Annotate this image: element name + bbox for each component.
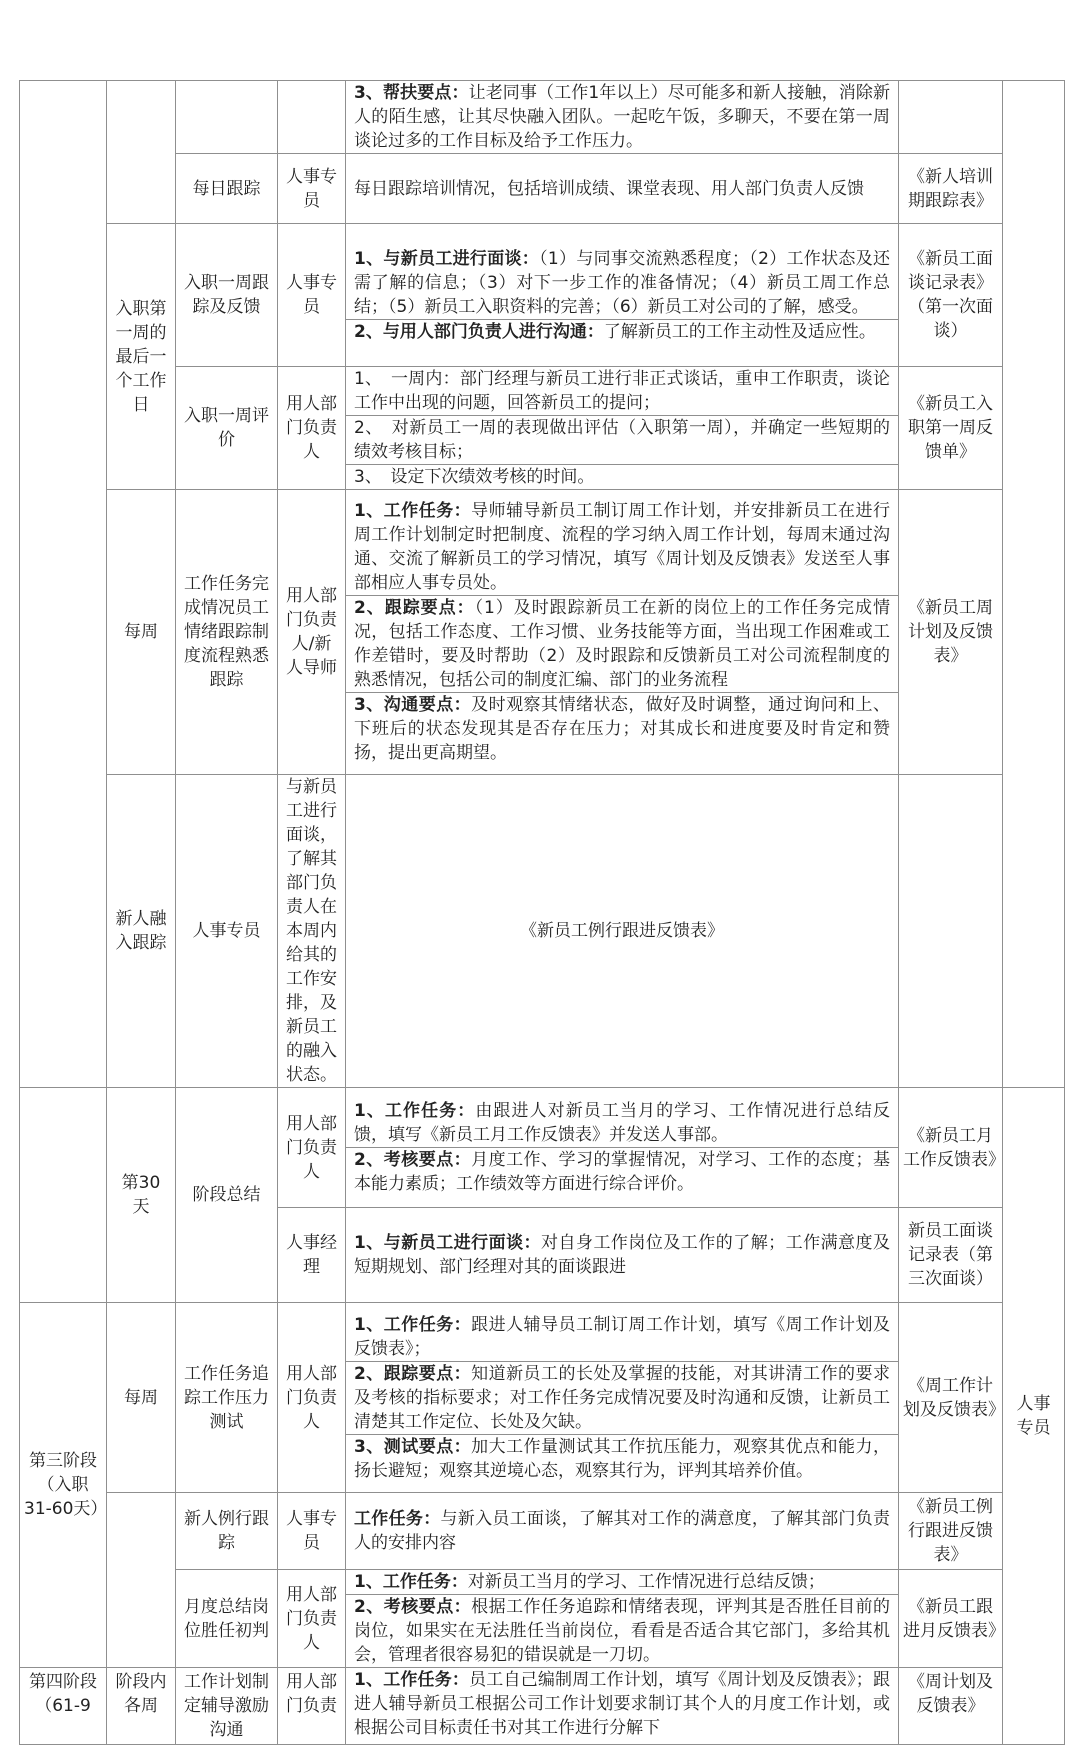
content-entry: 2、考核要点：根据工作任务追踪和情绪表现，评判其是否胜任目前的岗位，如果实在无法胜任当前岗位，看看是否适合其它部门，多给其机会，管理者很容易犯的错误就是一刀切。 [346, 1594, 898, 1667]
item-cell: 每日跟踪 [176, 154, 278, 224]
owner-cell: 用人部门负责人 [278, 367, 346, 490]
content-entry: 3、 设定下次绩效考核的时间。 [346, 464, 898, 489]
owner-cell: 用人部门负责人/新人导师 [278, 490, 346, 775]
owner-cell [278, 81, 346, 154]
content-entry: 1、 一周内：部门经理与新员工进行非正式谈话，重申工作职责，谈论工作中出现的问题，回答新员工的提问； [354, 369, 890, 413]
content-entry: 3、帮扶要点：让老同事（工作1年以上）尽可能多和新人接触，消除新人的陌生感，让其尽快融入团队。一起吃午饭，多聊天，不要在第一周谈论过多的工作目标及给予工作压力。 [354, 83, 890, 151]
content-entry: 1、工作任务：跟进人辅导员工制订周工作计划，填写《周工作计划及反馈表》； [354, 1314, 890, 1359]
content-cell [278, 775, 346, 1088]
stage-cell-continued [20, 81, 107, 1088]
content-cell [346, 154, 899, 224]
content-entry: 1、工作任务：导师辅导新员工制订周工作计划，并安排新员工在进行周工作计划制定时把制度、流程的学习纳入周工作计划，每周末通过沟通、交流了解新员工的学习情况，填写《周计划及反馈表》发送至人事部相应人事专员处。 [354, 501, 890, 593]
content-cell [346, 1088, 899, 1208]
form-cell: 《新员工例行跟进反馈表》 [346, 775, 899, 1088]
form-cell: 《新员工跟进月反馈表》 [899, 1570, 1003, 1668]
stage-cell: 第四阶段（61-9 [20, 1668, 107, 1745]
item-cell: 新人例行跟踪 [176, 1493, 278, 1570]
content-cell [346, 367, 899, 490]
content-entry: 工作任务：与新入员工面谈，了解其对工作的满意度，了解其部门负责人的安排内容 [354, 1509, 890, 1553]
owner-cell: 用人部门负责人 [278, 1570, 346, 1668]
period-cell-continued [107, 81, 176, 224]
content-cell [346, 1493, 899, 1570]
owner-cell: 用人部门负责人 [278, 1088, 346, 1208]
content-entry: 2、与用人部门负责人进行沟通：了解新员工的工作主动性及适应性。 [346, 319, 898, 344]
content-entry: 2、考核要点：月度工作、学习的掌握情况，对学习、工作的态度；基本能力素质；工作绩效等方面进行综合评价。 [346, 1147, 898, 1196]
owner-cell: 人事专员 [278, 154, 346, 224]
table-row [20, 1493, 1065, 1570]
form-cell: 《周计划及反馈表》 [899, 1668, 1003, 1745]
content-entry: 1、工作任务：员工自己编制周工作计划，填写《周计划及反馈表》；跟进人辅导新员工根据公司工作计划要求制订其个人的月度工作计划，或根据公司目标责任书对其工作进行分解下 [354, 1670, 890, 1738]
form-cell: 《新员工周计划及反馈表》 [899, 490, 1003, 775]
content-cell [346, 81, 899, 154]
table-row [20, 367, 1065, 490]
item-cell: 阶段总结 [176, 1088, 278, 1303]
period-cell: 每周 [107, 490, 176, 775]
content-entry: 与新员工进行面谈，了解其部门负责人在本周内给其的工作安排，及新员工的融入状态。 [286, 777, 337, 1085]
form-cell: 《新员工面谈记录表》（第一次面谈） [899, 224, 1003, 367]
table-row [20, 775, 1065, 1088]
owner-cell: 用人部门负责人 [278, 1303, 346, 1493]
content-cell [346, 490, 899, 775]
item-cell: 月度总结岗位胜任初判 [176, 1570, 278, 1668]
table-row [20, 1088, 1065, 1208]
table-row [20, 224, 1065, 367]
item-cell [176, 81, 278, 154]
content-cell [346, 1668, 899, 1745]
form-cell [899, 81, 1003, 154]
content-entry: 3、测试要点：加大工作量测试其工作抗压能力，观察其优点和能力，扬长避短；观察其逆境心态，观察其行为，评判其培养价值。 [346, 1434, 898, 1483]
content-entry: 2、跟踪要点：（1）及时跟踪新员工在新的岗位上的工作任务完成情况，包括工作态度、工作习惯、业务技能等方面，当出现工作困难或工作差错时，要及时帮助（2）及时跟踪和反馈新员工对公司流程制度的熟悉情况，包括公司的制度汇编、部门的业务流程 [346, 595, 898, 692]
table-row [20, 81, 1065, 154]
period-cell: 阶段内各周 [107, 1668, 176, 1745]
content-entry: 1、与新员工进行面谈：（1）与同事交流熟悉程度；（2）工作状态及还需了解的信息；（3）对下一步工作的准备情况；（4）新员工周工作总结；（5）新员工入职资料的完善；（6）新员工对公司的了解，感受。 [354, 248, 890, 317]
content-cell [346, 1570, 899, 1668]
form-cell: 《新人培训期跟踪表》 [899, 154, 1003, 224]
owner-cell: 人事专员 [278, 224, 346, 367]
form-cell: 新员工面谈记录表（第三次面谈） [899, 1208, 1003, 1303]
content-entry: 1、与新员工进行面谈：对自身工作岗位及工作的了解；工作满意度及短期规划、部门经理对其的面谈跟进 [354, 1233, 890, 1277]
content-cell [346, 224, 899, 367]
item-cell: 工作计划制定辅导激励沟通 [176, 1668, 278, 1745]
period-cell: 每周 [107, 1303, 176, 1493]
item-cell: 工作任务完成情况员工情绪跟踪制度流程熟悉跟踪 [176, 490, 278, 775]
table-row [20, 490, 1065, 775]
table-row [20, 1668, 1065, 1745]
content-entry: 1、工作任务：由跟进人对新员工当月的学习、工作情况进行总结反馈，填写《新员工月工作反馈表》并发送人事部。 [354, 1101, 890, 1145]
item-cell: 工作任务追踪工作压力测试 [176, 1303, 278, 1493]
responsible-cell: 人事专员 [1003, 1088, 1065, 1745]
responsible-cell-top [1003, 81, 1065, 1088]
content-entry: 3、沟通要点：及时观察其情绪状态，做好及时调整，通过询问和上、下班后的状态发现其是否存在压力；对其成长和进度要及时肯定和赞扬，提出更高期望。 [346, 692, 898, 765]
table-row [20, 1303, 1065, 1493]
item-cell: 入职一周跟踪及反馈 [176, 224, 278, 367]
form-cell: 《周工作计划及反馈表》 [899, 1303, 1003, 1493]
stage-cell-continued [20, 1088, 107, 1303]
item-cell: 新人融入跟踪 [107, 775, 176, 1088]
period-cell: 第30天 [107, 1088, 176, 1303]
owner-cell: 人事专员 [176, 775, 278, 1088]
form-cell: 《新员工例行跟进反馈表》 [899, 1493, 1003, 1570]
owner-cell: 人事专员 [278, 1493, 346, 1570]
form-cell: 《新员工月工作反馈表》 [899, 1088, 1003, 1208]
content-entry: 每日跟踪培训情况，包括培训成绩、课堂表现、用人部门负责人反馈 [354, 178, 864, 199]
stage-cell: 第三阶段（入职31-60天） [20, 1303, 107, 1668]
onboarding-tracking-table [19, 80, 1065, 1745]
item-cell: 入职一周评价 [176, 367, 278, 490]
owner-cell: 用人部门负责 [278, 1668, 346, 1745]
owner-cell: 人事经理 [278, 1208, 346, 1303]
content-entry: 2、跟踪要点：知道新员工的长处及掌握的技能，对其讲清工作的要求及考核的指标要求；对工作任务完成情况要及时沟通和反馈，让新员工清楚其工作定位、长处及欠缺。 [346, 1361, 898, 1434]
table-row [20, 1570, 1065, 1668]
table-row [20, 154, 1065, 224]
period-cell-continued [107, 1493, 176, 1668]
content-entry: 1、工作任务：对新员工当月的学习、工作情况进行总结反馈； [354, 1572, 825, 1592]
content-cell [346, 1208, 899, 1303]
form-cell: 《新员工入职第一周反馈单》 [899, 367, 1003, 490]
period-cell: 入职第一周的最后一个工作日 [107, 224, 176, 490]
content-cell [346, 1303, 899, 1493]
content-entry: 2、 对新员工一周的表现做出评估（入职第一周），并确定一些短期的绩效考核目标； [346, 415, 898, 464]
